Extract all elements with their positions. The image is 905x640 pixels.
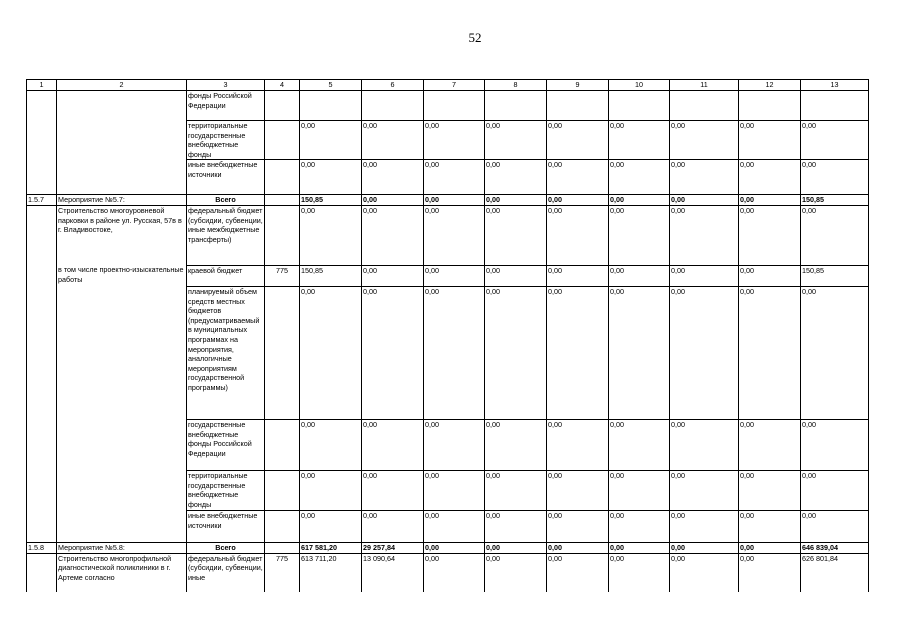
value-cell: 0,00 xyxy=(739,419,801,470)
value-cell: 0,00 xyxy=(670,205,739,265)
column-header: 13 xyxy=(801,80,869,91)
funding-source: планируемый объем средств местных бюджетов (предусматриваемый в муниципальных программах на мероприятия, аналогичные мероприятиям государственной программы) xyxy=(187,286,265,419)
value-cell: 0,00 xyxy=(300,205,362,265)
value-cell: 0,00 xyxy=(547,195,609,206)
value-cell: 0,00 xyxy=(485,265,547,286)
value-cell: 0,00 xyxy=(424,160,485,195)
column-header: 4 xyxy=(265,80,300,91)
value-cell: 0,00 xyxy=(801,160,869,195)
value-cell: 0,00 xyxy=(609,121,670,160)
value-cell: 0,00 xyxy=(362,510,424,542)
funding-source: Всего xyxy=(187,195,265,206)
funding-source: фонды Российской Федерации xyxy=(187,91,265,121)
value-cell: 0,00 xyxy=(670,470,739,510)
column-header: 10 xyxy=(609,80,670,91)
value-cell: 0,00 xyxy=(362,195,424,206)
value-cell: 0,00 xyxy=(300,160,362,195)
value-cell: 0,00 xyxy=(300,121,362,160)
column-header: 11 xyxy=(670,80,739,91)
value-cell: 0,00 xyxy=(485,553,547,592)
value-cell: 617 581,20 xyxy=(300,542,362,553)
funding-source: государственные внебюджетные фонды Российской Федерации xyxy=(187,419,265,470)
column-header: 8 xyxy=(485,80,547,91)
value-cell: 0,00 xyxy=(362,419,424,470)
value-cell: 150,85 xyxy=(801,265,869,286)
value-cell: 0,00 xyxy=(609,160,670,195)
value-cell: 0,00 xyxy=(300,286,362,419)
value-cell: 0,00 xyxy=(801,470,869,510)
table-row xyxy=(27,160,869,195)
funding-source: краевой бюджет xyxy=(187,265,265,286)
value-cell: 0,00 xyxy=(801,510,869,542)
value-cell: 0,00 xyxy=(424,510,485,542)
table-row xyxy=(27,205,869,265)
code-cell: 775 xyxy=(265,265,300,286)
item-title: Мероприятие №5.8: xyxy=(57,542,187,553)
value-cell: 0,00 xyxy=(609,205,670,265)
value-cell: 0,00 xyxy=(424,286,485,419)
funding-source: Всего xyxy=(187,542,265,553)
value-cell: 0,00 xyxy=(547,121,609,160)
value-cell: 0,00 xyxy=(424,195,485,206)
budget-table xyxy=(26,79,869,592)
value-cell: 0,00 xyxy=(670,195,739,206)
value-cell: 0,00 xyxy=(609,542,670,553)
value-cell: 0,00 xyxy=(485,470,547,510)
value-cell: 0,00 xyxy=(362,205,424,265)
value-cell: 0,00 xyxy=(670,286,739,419)
item-description: Строительство многоуровневой парковки в районе ул. Русская, 57в в г. Владивостоке, xyxy=(57,205,187,265)
funding-source: иные внебюджетные источники xyxy=(187,160,265,195)
value-cell: 0,00 xyxy=(670,265,739,286)
value-cell: 0,00 xyxy=(485,195,547,206)
value-cell: 150,85 xyxy=(300,195,362,206)
value-cell: 0,00 xyxy=(739,160,801,195)
value-cell: 0,00 xyxy=(424,265,485,286)
value-cell: 0,00 xyxy=(739,195,801,206)
value-cell: 0,00 xyxy=(485,419,547,470)
column-header: 5 xyxy=(300,80,362,91)
value-cell: 0,00 xyxy=(424,419,485,470)
value-cell: 0,00 xyxy=(670,553,739,592)
table-row xyxy=(27,195,869,206)
value-cell: 0,00 xyxy=(362,286,424,419)
value-cell: 0,00 xyxy=(362,470,424,510)
value-cell: 0,00 xyxy=(670,419,739,470)
table-row xyxy=(27,91,869,121)
funding-source: федеральный бюджет (субсидии, субвенции, иные межбюджетные трансферты) xyxy=(187,205,265,265)
value-cell: 0,00 xyxy=(485,510,547,542)
funding-source: иные внебюджетные источники xyxy=(187,510,265,542)
table-header-row xyxy=(27,80,869,91)
value-cell: 0,00 xyxy=(300,470,362,510)
value-cell: 0,00 xyxy=(424,470,485,510)
item-description: Строительство многопрофильной диагностической поликлиники в г. Артеме согласно xyxy=(57,553,187,592)
item-number: 1.5.8 xyxy=(27,542,57,553)
value-cell: 0,00 xyxy=(547,265,609,286)
value-cell: 0,00 xyxy=(609,553,670,592)
value-cell: 0,00 xyxy=(670,160,739,195)
value-cell: 0,00 xyxy=(362,121,424,160)
value-cell: 0,00 xyxy=(547,510,609,542)
item-description: в том числе проектно-изыскательные работы xyxy=(57,265,187,542)
value-cell: 13 090,64 xyxy=(362,553,424,592)
code-cell: 775 xyxy=(265,553,300,592)
value-cell: 150,85 xyxy=(801,195,869,206)
column-header: 7 xyxy=(424,80,485,91)
funding-source: федеральный бюджет (субсидии, субвенции, иные xyxy=(187,553,265,592)
value-cell: 626 801,84 xyxy=(801,553,869,592)
funding-source: территориальные государственные внебюджетные фонды xyxy=(187,470,265,510)
table-row xyxy=(27,542,869,553)
value-cell: 0,00 xyxy=(547,542,609,553)
value-cell: 0,00 xyxy=(609,265,670,286)
value-cell: 0,00 xyxy=(300,419,362,470)
value-cell: 0,00 xyxy=(424,205,485,265)
table-row xyxy=(27,553,869,592)
value-cell: 0,00 xyxy=(547,553,609,592)
value-cell: 0,00 xyxy=(485,205,547,265)
funding-source: территориальные государственные внебюджетные фонды xyxy=(187,121,265,160)
value-cell: 0,00 xyxy=(485,286,547,419)
value-cell: 0,00 xyxy=(739,542,801,553)
value-cell: 150,85 xyxy=(300,265,362,286)
value-cell: 0,00 xyxy=(739,553,801,592)
value-cell: 0,00 xyxy=(609,195,670,206)
value-cell: 613 711,20 xyxy=(300,553,362,592)
value-cell: 0,00 xyxy=(801,419,869,470)
value-cell: 0,00 xyxy=(739,286,801,419)
value-cell: 0,00 xyxy=(739,265,801,286)
value-cell: 0,00 xyxy=(485,160,547,195)
value-cell: 0,00 xyxy=(485,121,547,160)
value-cell: 0,00 xyxy=(670,121,739,160)
value-cell: 0,00 xyxy=(424,121,485,160)
value-cell: 0,00 xyxy=(801,286,869,419)
column-header: 9 xyxy=(547,80,609,91)
value-cell: 0,00 xyxy=(609,470,670,510)
table-row xyxy=(27,265,869,286)
column-header: 2 xyxy=(57,80,187,91)
value-cell: 0,00 xyxy=(424,542,485,553)
value-cell: 0,00 xyxy=(739,121,801,160)
value-cell: 0,00 xyxy=(739,510,801,542)
value-cell: 0,00 xyxy=(609,286,670,419)
value-cell: 0,00 xyxy=(609,419,670,470)
value-cell: 0,00 xyxy=(670,542,739,553)
value-cell: 0,00 xyxy=(547,419,609,470)
value-cell: 0,00 xyxy=(547,205,609,265)
value-cell: 0,00 xyxy=(485,542,547,553)
value-cell: 0,00 xyxy=(670,510,739,542)
table-row xyxy=(27,121,869,160)
value-cell: 0,00 xyxy=(801,121,869,160)
value-cell: 0,00 xyxy=(739,470,801,510)
value-cell: 0,00 xyxy=(801,205,869,265)
column-header: 12 xyxy=(739,80,801,91)
item-title: Мероприятие №5.7: xyxy=(57,195,187,206)
value-cell: 0,00 xyxy=(547,470,609,510)
value-cell: 0,00 xyxy=(362,160,424,195)
column-header: 3 xyxy=(187,80,265,91)
value-cell: 646 839,04 xyxy=(801,542,869,553)
value-cell: 0,00 xyxy=(424,553,485,592)
value-cell: 0,00 xyxy=(547,160,609,195)
page-number: 52 xyxy=(468,30,482,45)
item-number: 1.5.7 xyxy=(27,195,57,206)
value-cell: 0,00 xyxy=(609,510,670,542)
value-cell: 29 257,84 xyxy=(362,542,424,553)
value-cell: 0,00 xyxy=(362,265,424,286)
column-header: 6 xyxy=(362,80,424,91)
value-cell: 0,00 xyxy=(739,205,801,265)
value-cell: 0,00 xyxy=(547,286,609,419)
column-header: 1 xyxy=(27,80,57,91)
value-cell: 0,00 xyxy=(300,510,362,542)
